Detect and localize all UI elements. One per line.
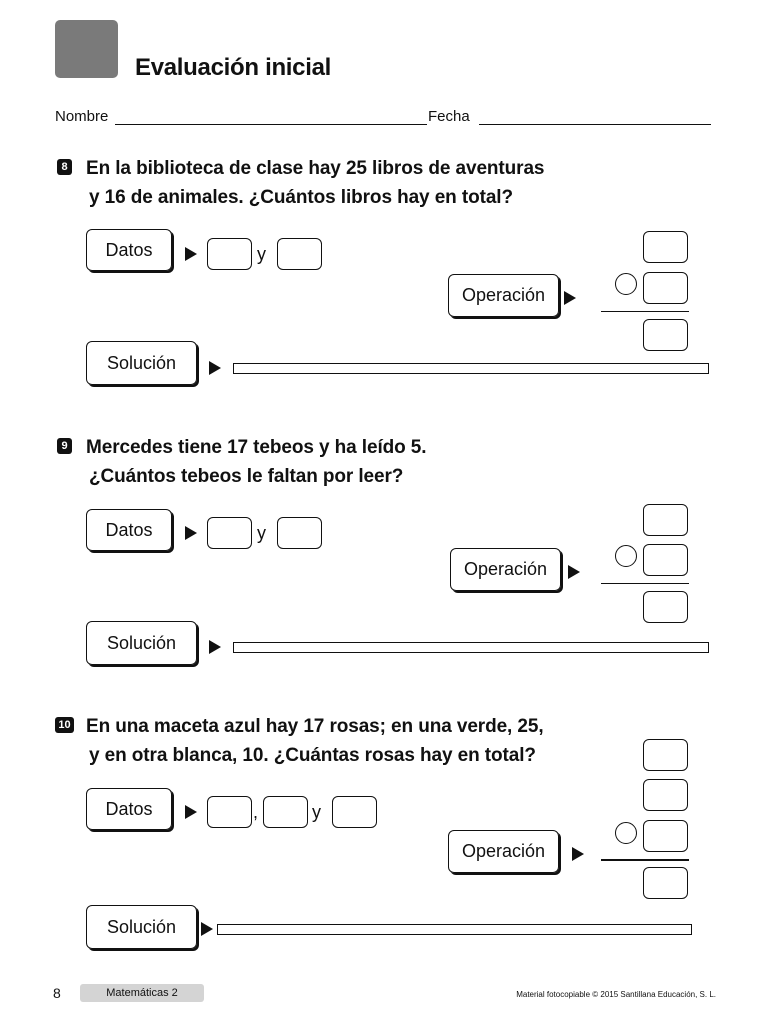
operacion-label-box	[448, 830, 559, 873]
operation-top-box[interactable]	[643, 739, 688, 771]
solucion-label: Solución	[106, 632, 177, 653]
solucion-label: Solución	[106, 916, 177, 937]
solution-answer-bar[interactable]	[233, 363, 709, 374]
question-text-line1: En una maceta azul hay 17 rosas; en una verde, 25,	[86, 716, 544, 737]
operation-middle-box[interactable]	[643, 820, 688, 852]
operation-result-box[interactable]	[643, 319, 688, 351]
operation-line	[601, 583, 689, 584]
data-input-box[interactable]	[277, 517, 322, 549]
data-separator: y	[312, 802, 321, 822]
operacion-label: Operación	[463, 559, 548, 579]
copyright-note: Material fotocopiable © 2015 Santillana Educación, S. L.	[516, 990, 716, 999]
data-input-box[interactable]	[277, 238, 322, 270]
solucion-label-box	[86, 905, 197, 949]
name-label: Nombre	[55, 108, 109, 125]
data-input-box[interactable]	[207, 796, 252, 828]
book-title-badge: Matemáticas 2	[80, 984, 204, 1002]
question-number-badge: 9	[57, 438, 72, 454]
datos-label-box	[86, 229, 172, 271]
date-label: Fecha	[428, 108, 470, 125]
question-text-line2: y 16 de animales. ¿Cuántos libros hay en total?	[89, 187, 513, 208]
datos-label: Datos	[105, 798, 153, 819]
page-number: 8	[53, 985, 61, 1001]
solucion-label-box	[86, 341, 197, 385]
operacion-label: Operación	[461, 285, 546, 305]
data-input-box[interactable]	[207, 517, 252, 549]
arrow-right-icon	[201, 922, 213, 936]
operation-line	[601, 859, 689, 861]
datos-label-box	[86, 788, 172, 830]
question-text-line1: Mercedes tiene 17 tebeos y ha leído 5.	[86, 437, 427, 458]
arrow-right-icon	[185, 526, 197, 540]
question-text-line2: ¿Cuántos tebeos le faltan por leer?	[89, 466, 404, 487]
header-gray-square	[55, 20, 118, 78]
operacion-label-box	[450, 548, 561, 591]
arrow-right-icon	[564, 291, 576, 305]
question-number-badge: 8	[57, 159, 72, 175]
datos-label-box	[86, 509, 172, 551]
solucion-label-box	[86, 621, 197, 665]
name-line[interactable]	[115, 124, 427, 125]
operation-result-box[interactable]	[643, 867, 688, 899]
data-input-box[interactable]	[263, 796, 308, 828]
operation-middle-box[interactable]	[643, 272, 688, 304]
page-title: Evaluación inicial	[135, 54, 332, 81]
operation-top-box[interactable]	[643, 231, 688, 263]
operacion-label: Operación	[461, 841, 546, 861]
arrow-right-icon	[185, 247, 197, 261]
datos-label: Datos	[105, 239, 153, 260]
arrow-right-icon	[209, 361, 221, 375]
arrow-right-icon	[185, 805, 197, 819]
operation-result-box[interactable]	[643, 591, 688, 623]
arrow-right-icon	[209, 640, 221, 654]
date-line[interactable]	[479, 124, 711, 125]
operator-circle[interactable]	[615, 545, 637, 567]
arrow-right-icon	[568, 565, 580, 579]
operation-top-box[interactable]	[643, 504, 688, 536]
data-separator: ,	[253, 802, 259, 822]
data-separator: y	[257, 523, 266, 543]
operation-middle-box[interactable]	[643, 544, 688, 576]
data-input-box[interactable]	[332, 796, 377, 828]
operator-circle[interactable]	[615, 273, 637, 295]
operation-second-box[interactable]	[643, 779, 688, 811]
question-text-line1: En la biblioteca de clase hay 25 libros de aventuras	[86, 158, 545, 179]
operation-line	[601, 311, 689, 312]
solucion-label: Solución	[106, 352, 177, 373]
data-separator: y	[257, 244, 266, 264]
operacion-label-box	[448, 274, 559, 317]
solution-answer-bar[interactable]	[233, 642, 709, 653]
data-input-box[interactable]	[207, 238, 252, 270]
datos-label: Datos	[105, 519, 153, 540]
solution-answer-bar[interactable]	[217, 924, 692, 935]
operator-circle[interactable]	[615, 822, 637, 844]
arrow-right-icon	[572, 847, 584, 861]
question-text-line2: y en otra blanca, 10. ¿Cuántas rosas hay en total?	[89, 745, 536, 766]
question-number-badge: 10	[55, 717, 74, 733]
